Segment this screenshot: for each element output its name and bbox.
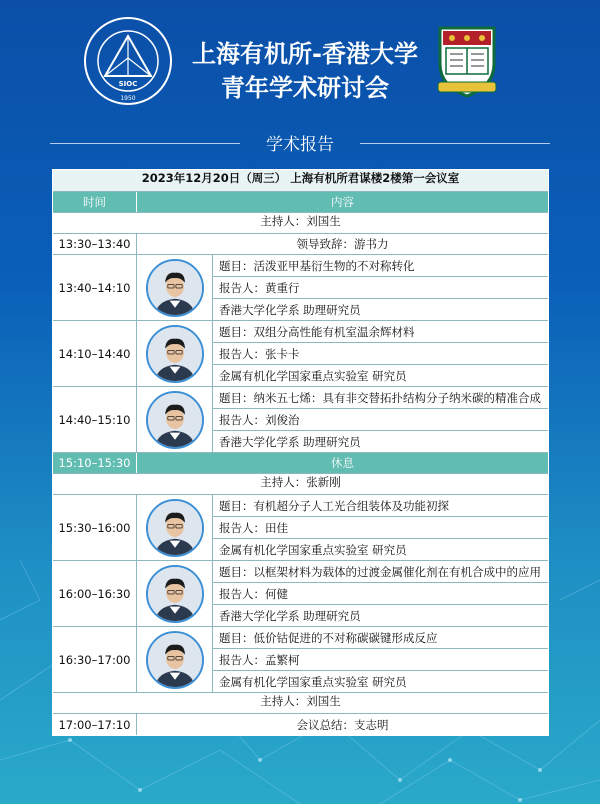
talk-affiliation: 金属有机化学国家重点实验室 研究员 [219,542,407,557]
photo-cell [137,255,213,320]
time-cell: 16:00–16:30 [53,561,137,626]
hku-crest-logo [434,24,500,100]
talk-info [213,627,548,692]
talk-row [53,321,548,387]
speaker-photo-icon [146,259,204,317]
talk-info [213,255,548,320]
talk-row [53,495,548,561]
talk-speaker: 报告人：田佳 [213,517,548,539]
talk-title: 题目：纳米五七烯：具有非交替拓扑结构分子纳米碳的精准合成 [213,387,548,409]
table-header [53,192,548,213]
time-cell: 13:40–14:10 [53,255,137,320]
talk-info [213,321,548,386]
talk-info [213,561,548,626]
talk-title: 题目：双组分高性能有机室温余辉材料 [213,321,548,343]
time-cell: 15:10–15:30 [53,453,137,473]
talk-affiliation: 金属有机化学国家重点实验室 研究员 [219,368,407,383]
talk-speaker: 报告人：黄重行 [213,277,548,299]
time-cell: 15:30–16:00 [53,495,137,560]
speaker-photo-icon [146,391,204,449]
svg-text:1950: 1950 [120,95,136,102]
content-cell: 领导致辞：游书力 [296,237,389,251]
speaker-photo-icon [146,325,204,383]
photo-cell [137,561,213,626]
talk-title: 题目：以框架材料为载体的过渡金属催化剂在有机合成中的应用 [213,561,548,583]
talk-row [53,627,548,693]
speaker-photo-icon [146,499,204,557]
closing-row [53,714,548,735]
time-cell: 14:10–14:40 [53,321,137,386]
time-cell: 16:30–17:00 [53,627,137,692]
host-row: 主持人：刘国生 [53,213,548,234]
talk-row [53,387,548,453]
talk-row [53,255,548,321]
talk-affiliation: 香港大学化学系 助理研究员 [219,302,361,317]
talk-speaker: 报告人：孟繁柯 [213,649,548,671]
talk-affiliation: 香港大学化学系 助理研究员 [219,608,361,623]
sioc-logo [83,16,173,106]
photo-cell [137,495,213,560]
talk-affiliation: 香港大学化学系 助理研究员 [219,434,361,449]
svg-text:SIOC: SIOC [118,80,138,88]
talk-speaker: 报告人：何健 [213,583,548,605]
section-title: 学术报告 [266,135,334,155]
schedule-table [52,169,549,736]
photo-cell [137,387,213,452]
host-row: 主持人：张新刚 [53,474,548,495]
section-divider-right [360,143,550,144]
time-cell: 13:30–13:40 [53,234,137,254]
header-time: 时间 [53,192,137,212]
content-cell: 休息 [331,456,354,470]
header-content: 内容 [331,195,354,209]
date-location-row: 2023年12月20日（周三） 上海有机所君谋楼2楼第一会议室 [53,170,548,192]
talk-speaker: 报告人：刘俊治 [213,409,548,431]
photo-cell [137,321,213,386]
talk-speaker: 报告人：张卡卡 [213,343,548,365]
talk-affiliation: 金属有机化学国家重点实验室 研究员 [219,674,407,689]
talk-info [213,387,548,452]
talk-title: 题目：有机超分子人工光合组装体及功能初探 [213,495,548,517]
talk-title: 题目：活泼亚甲基衍生物的不对称转化 [213,255,548,277]
talk-info [213,495,548,560]
speaker-photo-icon [146,565,204,623]
talk-row [53,561,548,627]
opening-row [53,234,548,255]
photo-cell [137,627,213,692]
time-cell: 14:40–15:10 [53,387,137,452]
page-title-line1: 上海有机所-香港大学 [192,40,418,68]
break-row [53,453,548,474]
page-title-line2: 青年学术研讨会 [221,74,389,102]
time-cell: 17:00–17:10 [53,714,137,735]
speaker-photo-icon [146,631,204,689]
talk-title: 题目：低价钴促进的不对称碳碳键形成反应 [213,627,548,649]
host-row: 主持人：刘国生 [53,693,548,714]
content-cell: 会议总结：支志明 [296,717,389,732]
